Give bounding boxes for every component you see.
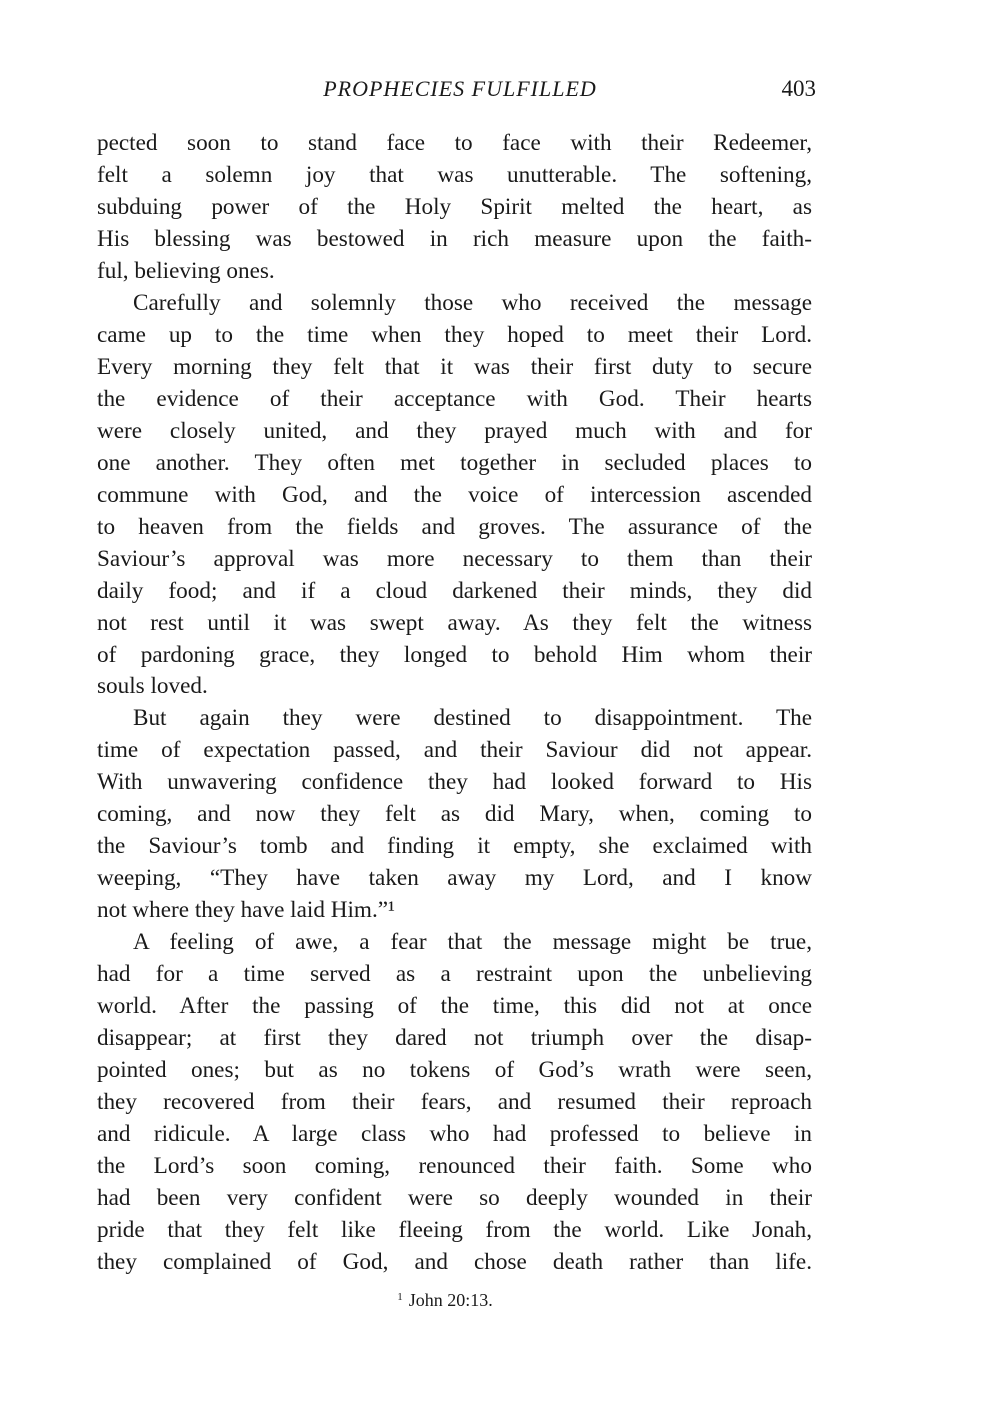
text-line: the Lord’s soon coming, renounced their faith. Some who (97, 1153, 812, 1180)
text-line: daily food; and if a cloud darkened their minds, they did (97, 577, 812, 604)
text-line: disappear; at first they dared not triumph over the disap- (97, 1025, 812, 1052)
text-line: subduing power of the Holy Spirit melted the heart, as (97, 193, 812, 220)
text-line: felt a solemn joy that was unutterable. The softening, (97, 161, 812, 188)
running-title: PROPHECIES FULFILLED (323, 76, 597, 101)
page-number: 403 (781, 76, 816, 101)
text-line: not where they have laid Him.”¹ (97, 897, 395, 924)
text-line: and ridicule. A large class who had professed to believe in (97, 1121, 812, 1148)
text-line: Saviour’s approval was more necessary to them than their (97, 545, 812, 572)
footnote (300, 1290, 590, 1311)
text-line: pride that they felt like fleeing from the world. Like Jonah, (97, 1216, 812, 1243)
text-line: A feeling of awe, a fear that the message might be true, (133, 929, 812, 956)
text-line: to heaven from the fields and groves. The assurance of the (97, 513, 812, 540)
text-line: pected soon to stand face to face with their Redeemer, (97, 130, 812, 156)
text-line: the evidence of their acceptance with God. Their hearts (97, 385, 812, 412)
text-line: of pardoning grace, they longed to behold Him whom their (97, 641, 812, 668)
text-line: were closely united, and they prayed much with and for (97, 417, 812, 444)
text-line: the Saviour’s tomb and finding it empty, she exclaimed with (97, 833, 812, 860)
text-line: pointed ones; but as no tokens of God’s wrath were seen, (97, 1057, 812, 1084)
footnote-marker: 1 (397, 1291, 403, 1303)
text-line: But again they were destined to disappointment. The (133, 705, 812, 732)
text-line: world. After the passing of the time, this did not at once (97, 993, 812, 1020)
text-line: ful, believing ones. (97, 257, 275, 284)
text-line: With unwavering confidence they had looked forward to His (97, 769, 812, 796)
text-line: commune with God, and the voice of intercession ascended (97, 481, 812, 508)
text-line: one another. They often met together in secluded places to (97, 449, 812, 476)
text-line: not rest until it was swept away. As they felt the witness (97, 609, 812, 636)
footnote-text: John 20:13. (408, 1290, 493, 1310)
text-line: time of expectation passed, and their Saviour did not appear. (97, 737, 812, 764)
text-line: came up to the time when they hoped to meet their Lord. (97, 321, 812, 348)
text-line: Carefully and solemnly those who received the message (133, 289, 812, 316)
text-line: souls loved. (97, 673, 208, 700)
text-line: had been very confident were so deeply wounded in their (97, 1185, 812, 1211)
text-line: they recovered from their fears, and resumed their reproach (97, 1089, 812, 1116)
text-line: had for a time served as a restraint upon the unbelieving (97, 961, 812, 988)
text-line: coming, and now they felt as did Mary, when, coming to (97, 801, 812, 828)
text-line: they complained of God, and chose death rather than life. (97, 1248, 812, 1275)
text-line: weeping, “They have taken away my Lord, and I know (97, 865, 812, 892)
text-line: His blessing was bestowed in rich measure upon the faith- (97, 225, 812, 252)
text-line: Every morning they felt that it was their first duty to secure (97, 353, 812, 380)
